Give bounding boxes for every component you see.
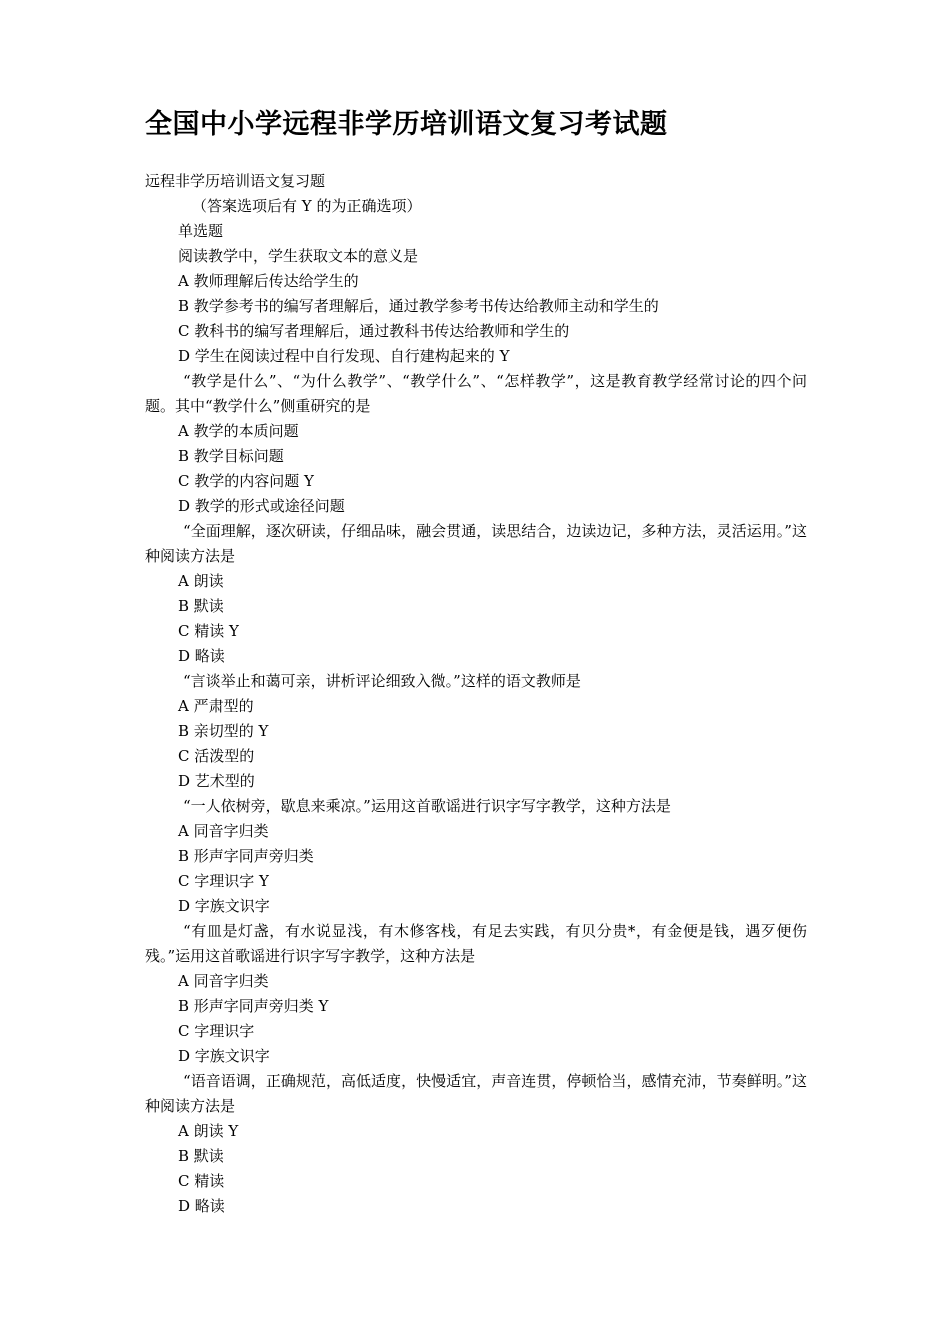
answer-option: D 字族文识字	[178, 897, 270, 915]
answer-option: C 精读 Y	[178, 622, 239, 640]
answer-option: D 字族文识字	[178, 1047, 270, 1065]
answer-option: A 朗读 Y	[178, 1122, 239, 1140]
answer-option: D 教学的形式或途径问题	[178, 497, 345, 515]
question-stem: “言谈举止和蔼可亲，讲析评论细致入微。”这样的语文教师是	[183, 672, 581, 690]
answer-option: B 默读	[178, 597, 224, 615]
answer-option: B 教学参考书的编写者理解后，通过教学参考书传达给教师主动和学生的	[178, 297, 659, 315]
answer-option: A 同音字归类	[178, 822, 269, 840]
answer-option: C 字理识字	[178, 1022, 255, 1040]
answer-option: C 教学的内容问题 Y	[178, 472, 314, 490]
question-stem: “教学是什么”、“为什么教学”、“教学什么”、“怎样教学”，这是教育教学经常讨论的四个问题。其中“教学什么”侧重研究的是	[145, 372, 807, 415]
answer-option: D 学生在阅读过程中自行发现、自行建构起来的 Y	[178, 347, 510, 365]
answer-option: B 教学目标问题	[178, 447, 284, 465]
answer-option: C 字理识字 Y	[178, 872, 269, 890]
document-page	[145, 105, 807, 1219]
document-title: 全国中小学远程非学历培训语文复习考试题	[145, 109, 668, 140]
answer-option: B 形声字同声旁归类 Y	[178, 997, 329, 1015]
document-subtitle: 远程非学历培训语文复习题	[145, 172, 326, 190]
question-stem: “一人依树旁，歇息来乘凉。”运用这首歌谣进行识字写字教学，这种方法是	[183, 797, 671, 815]
answer-option: A 教学的本质问题	[178, 422, 299, 440]
answer-option: A 朗读	[178, 572, 224, 590]
answer-option: C 活泼型的	[178, 747, 255, 765]
question-stem: “全面理解，逐次研读，仔细品味，融会贯通，读思结合，边读边记，多种方法，灵活运用。”这种阅读方法是	[145, 522, 807, 565]
answer-option: A 同音字归类	[178, 972, 269, 990]
answer-option: A 严肃型的	[178, 697, 254, 715]
question-stem: 阅读教学中，学生获取文本的意义是	[178, 247, 419, 265]
answer-option: B 形声字同声旁归类	[178, 847, 314, 865]
question-stem: “语音语调，正确规范，高低适度，快慢适宜，声音连贯，停顿恰当，感情充沛，节奏鲜明。”这种阅读方法是	[145, 1072, 807, 1115]
answer-option: D 略读	[178, 647, 225, 665]
answer-option: C 精读	[178, 1172, 225, 1190]
answer-option: D 艺术型的	[178, 772, 255, 790]
answer-option: A 教师理解后传达给学生的	[178, 272, 359, 290]
question-stem: “有皿是灯盏，有水说显浅，有木修客栈，有足去实践，有贝分贵*，有金便是钱，遇歹便伤残。”运用这首歌谣进行识字写字教学，这种方法是	[145, 922, 807, 965]
answer-note: （答案选项后有 Y 的为正确选项）	[192, 197, 422, 215]
answer-option: B 默读	[178, 1147, 224, 1165]
section-heading: 单选题	[178, 222, 224, 240]
answer-option: D 略读	[178, 1197, 225, 1215]
answer-option: C 教科书的编写者理解后，通过教科书传达给教师和学生的	[178, 322, 570, 340]
answer-option: B 亲切型的 Y	[178, 722, 269, 740]
